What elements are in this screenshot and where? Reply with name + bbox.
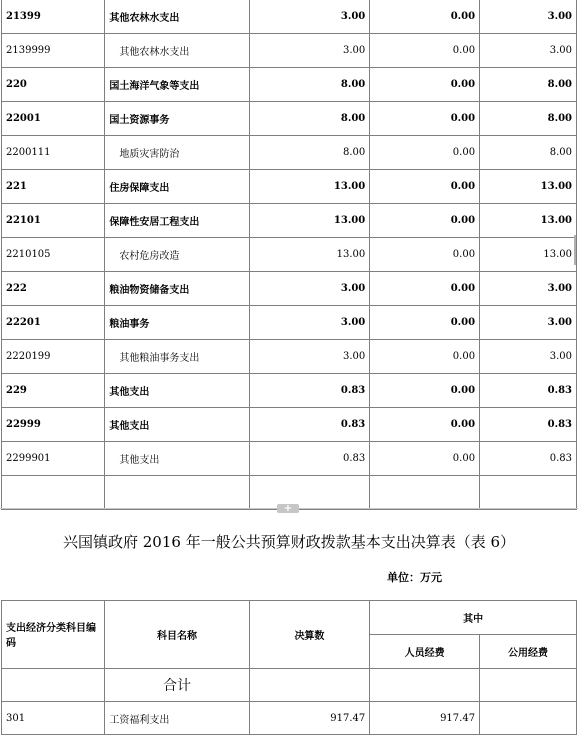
total-row-public: [480, 669, 577, 702]
row-name: 其他支出: [105, 442, 249, 476]
row-name: 其他农林水支出: [105, 34, 249, 68]
row-name: 农村危房改造: [105, 238, 249, 272]
row-total: 8.00: [249, 68, 370, 102]
row-name: 其他支出: [105, 408, 249, 442]
row-name: 保障性安居工程支出: [105, 204, 249, 238]
total-row-label: 合计: [105, 669, 249, 702]
row-public: 3.00: [480, 0, 577, 34]
row-name: 其他支出: [105, 374, 249, 408]
row-total: 3.00: [249, 34, 370, 68]
row-name: 粮油物资储备支出: [105, 272, 249, 306]
row-total: 13.00: [249, 204, 370, 238]
row-personnel: 0.00: [370, 238, 480, 272]
row-name: 其他农林水支出: [105, 0, 249, 34]
table-row: [2, 408, 577, 442]
row-name: 地质灾害防治: [105, 136, 249, 170]
table-row: [2, 272, 577, 306]
row-name: [105, 476, 249, 510]
table-row: [2, 102, 577, 136]
row-total: 8.00: [249, 102, 370, 136]
row-total: 917.47: [249, 702, 370, 735]
row-public: 13.00: [480, 238, 577, 272]
row-public: 0.83: [480, 408, 577, 442]
row-name: 住房保障支出: [105, 170, 249, 204]
row-personnel: 0.00: [370, 408, 480, 442]
row-personnel: 0.00: [370, 102, 480, 136]
row-total: 3.00: [249, 340, 370, 374]
row-total: 0.83: [249, 408, 370, 442]
row-public: 8.00: [480, 136, 577, 170]
table-row: [2, 442, 577, 476]
row-code: 301: [2, 702, 105, 735]
total-row-total: [249, 669, 370, 702]
row-code: 2210105: [2, 238, 105, 272]
row-name: 其他粮油事务支出: [105, 340, 249, 374]
row-total: 8.00: [249, 136, 370, 170]
row-total: 0.83: [249, 442, 370, 476]
table-row: [2, 34, 577, 68]
row-name: 粮油事务: [105, 306, 249, 340]
total-row-code: [2, 669, 105, 702]
header-name: 科目名称: [105, 601, 249, 669]
row-total: 13.00: [249, 170, 370, 204]
table-row: [2, 170, 577, 204]
row-code: 220: [2, 68, 105, 102]
row-public: 3.00: [480, 306, 577, 340]
row-personnel: [370, 476, 480, 510]
row-total: 13.00: [249, 238, 370, 272]
row-total: 3.00: [249, 0, 370, 34]
row-code: 2200111: [2, 136, 105, 170]
total-row-personnel: [370, 669, 480, 702]
row-code: 22999: [2, 408, 105, 442]
row-personnel: 0.00: [370, 136, 480, 170]
expenditure-table-continued: [1, 0, 577, 510]
table6: [1, 600, 577, 735]
row-name: 工资福利支出: [105, 702, 249, 735]
row-code: [2, 476, 105, 510]
row-public: 0.83: [480, 374, 577, 408]
table-row: [2, 238, 577, 272]
row-personnel: 0.00: [370, 34, 480, 68]
row-total: 3.00: [249, 306, 370, 340]
row-total: 3.00: [249, 272, 370, 306]
table-row: [2, 374, 577, 408]
row-code: 2299901: [2, 442, 105, 476]
row-code: 229: [2, 374, 105, 408]
table6-unit: 单位：万元: [387, 571, 442, 584]
row-public: 3.00: [480, 34, 577, 68]
table-row: [2, 0, 577, 34]
row-public: 0.83: [480, 442, 577, 476]
page-break-toggle-icon[interactable]: +: [277, 504, 299, 513]
row-public: [480, 702, 577, 735]
row-personnel: 0.00: [370, 0, 480, 34]
row-code: 2220199: [2, 340, 105, 374]
row-public: 3.00: [480, 272, 577, 306]
row-personnel: 0.00: [370, 340, 480, 374]
row-personnel: 0.00: [370, 374, 480, 408]
header-public: 公用经费: [480, 635, 577, 669]
row-public: 13.00: [480, 204, 577, 238]
resize-handle[interactable]: [574, 235, 576, 265]
row-code: 22101: [2, 204, 105, 238]
row-total: [249, 476, 370, 510]
header-code: 支出经济分类科目编码: [2, 601, 105, 669]
row-code: 22001: [2, 102, 105, 136]
row-personnel: 917.47: [370, 702, 480, 735]
row-personnel: 0.00: [370, 272, 480, 306]
row-code: 221: [2, 170, 105, 204]
row-public: [480, 476, 577, 510]
row-personnel: 0.00: [370, 442, 480, 476]
row-personnel: 0.00: [370, 68, 480, 102]
table-row: [2, 340, 577, 374]
table-row: [2, 68, 577, 102]
row-code: 21399: [2, 0, 105, 34]
row-code: 2139999: [2, 34, 105, 68]
header-personnel: 人员经费: [370, 635, 480, 669]
row-total: 0.83: [249, 374, 370, 408]
row-code: 22201: [2, 306, 105, 340]
row-name: 国土资源事务: [105, 102, 249, 136]
row-code: 222: [2, 272, 105, 306]
row-name: 国土海洋气象等支出: [105, 68, 249, 102]
row-public: 8.00: [480, 68, 577, 102]
table-row: [2, 136, 577, 170]
row-personnel: 0.00: [370, 170, 480, 204]
row-public: 13.00: [480, 170, 577, 204]
row-personnel: 0.00: [370, 204, 480, 238]
table-row: [2, 306, 577, 340]
table6-title: 兴国镇政府 2016 年一般公共预算财政拨款基本支出决算表（表 6）: [62, 533, 516, 551]
row-public: 3.00: [480, 340, 577, 374]
header-total: 决算数: [249, 601, 370, 669]
row-personnel: 0.00: [370, 306, 480, 340]
row-public: 8.00: [480, 102, 577, 136]
header-of-which: 其中: [370, 601, 577, 635]
table-row: [2, 204, 577, 238]
